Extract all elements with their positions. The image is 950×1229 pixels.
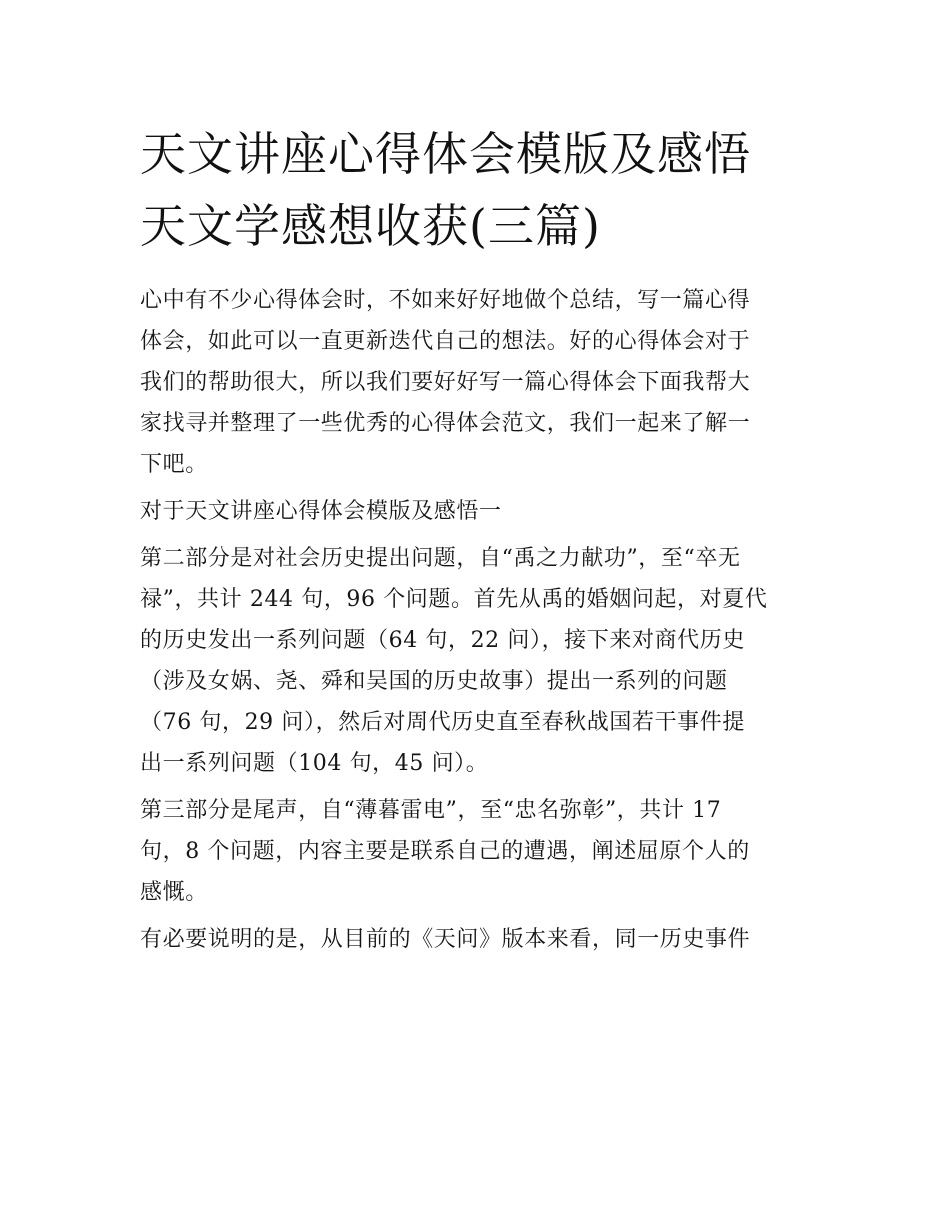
- text-line: 第二部分是对社会历史提出问题，自“禹之力献功”，至“卒无: [140, 546, 741, 571]
- intro-paragraph: [140, 280, 812, 485]
- section-heading: [140, 491, 812, 532]
- text-line: 出一系列问题（104 句，45 问）。: [140, 751, 489, 776]
- text-line: 第三部分是尾声，自“薄暮雷电”，至“忠名弥彰”，共计 17: [140, 798, 722, 823]
- text-line: 对于天文讲座心得体会模版及感悟一: [140, 499, 502, 524]
- document-title: [140, 118, 840, 262]
- text-line: 下吧。: [140, 452, 208, 477]
- text-line: 家找寻并整理了一些优秀的心得体会范文，我们一起来了解一: [140, 411, 751, 436]
- text-line: 禄”，共计 244 句，96 个问题。首先从禹的婚姻问起，对夏代: [140, 587, 768, 612]
- text-line: （涉及女娲、尧、舜和吴国的历史故事）提出一系列的问题: [140, 669, 728, 694]
- part-two-paragraph: [140, 538, 812, 784]
- text-line: 有必要说明的是，从目前的《天问》版本来看，同一历史事件: [140, 927, 751, 952]
- document-body: [140, 280, 812, 960]
- text-line: 句，8 个问题，内容主要是联系自己的遭遇，阐述屈原个人的: [140, 839, 750, 864]
- part-three-paragraph: [140, 790, 812, 913]
- text-line: 我们的帮助很大，所以我们要好好写一篇心得体会下面我帮大: [140, 370, 751, 395]
- text-line: 的历史发出一系列问题（64 句，22 问），接下来对商代历史: [140, 628, 745, 653]
- title-line-1: 天文讲座心得体会模版及感悟: [140, 127, 751, 181]
- text-line: 感慨。: [140, 880, 208, 905]
- text-line: 体会，如此可以一直更新迭代自己的想法。好的心得体会对于: [140, 329, 751, 354]
- text-line: 心中有不少心得体会时，不如来好好地做个总结，写一篇心得: [140, 288, 751, 313]
- title-line-2: 天文学感想收获(三篇): [140, 199, 601, 253]
- note-paragraph: [140, 919, 812, 960]
- text-line: （76 句，29 问），然后对周代历史直至春秋战国若干事件提: [140, 710, 745, 735]
